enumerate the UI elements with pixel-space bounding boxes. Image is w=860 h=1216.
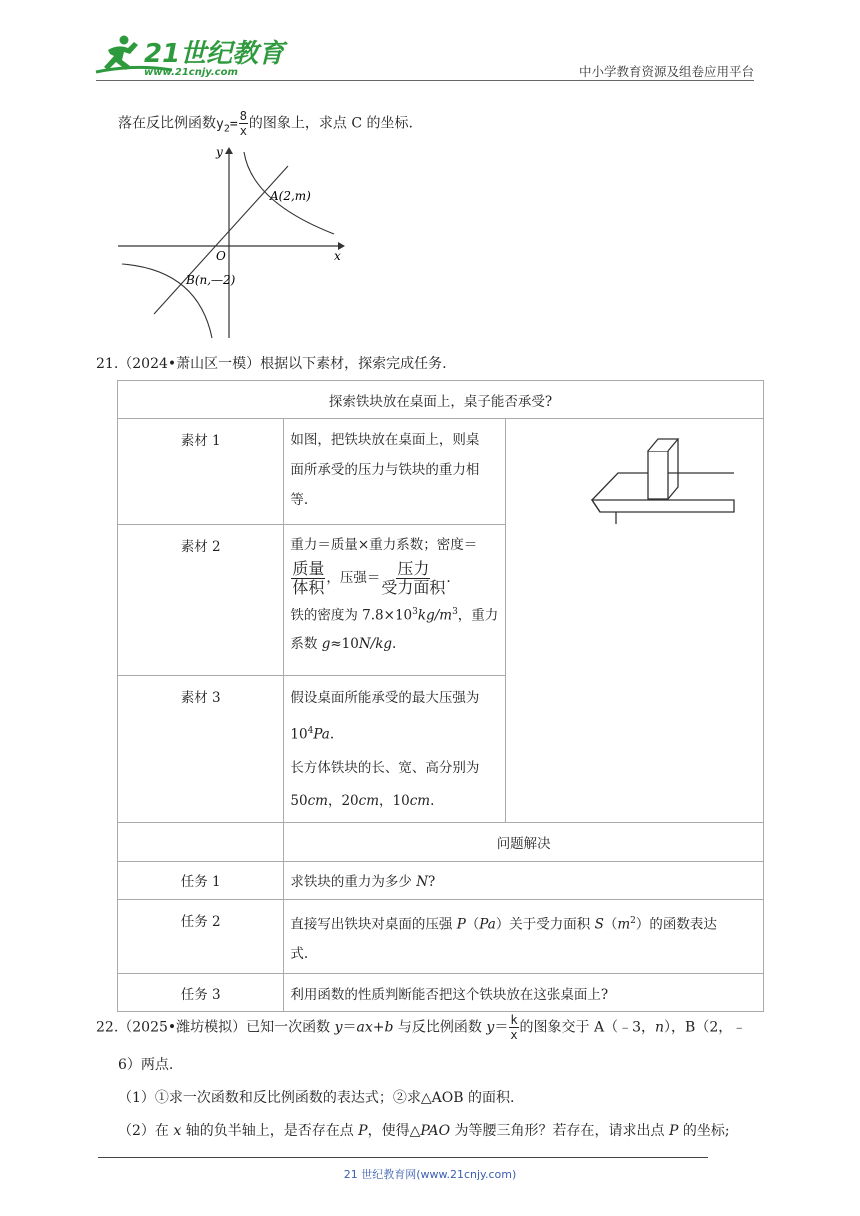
t2c: ）关于受力面积 xyxy=(495,916,595,932)
q22-line-1 xyxy=(96,1014,746,1041)
point-b-label: B(n,—2) xyxy=(186,273,236,287)
m2-l3-unit: kg/m xyxy=(417,607,453,624)
q22-frac-num: k xyxy=(510,1013,518,1027)
func-lhs xyxy=(216,116,238,135)
task2-line-2: 式. xyxy=(290,946,309,962)
iron-block-front xyxy=(648,451,668,499)
m2-l4-end: . xyxy=(392,635,397,652)
task-1-content xyxy=(284,861,764,899)
q22-ax: ax xyxy=(356,1019,373,1036)
q22-line-2: 6）两点. xyxy=(118,1057,174,1073)
m2-l3b: ，重力 xyxy=(457,607,499,624)
m3-l4-u2: cm xyxy=(358,792,380,809)
point-a-label: A(2,m) xyxy=(270,189,311,203)
density-den: 体积 xyxy=(292,578,325,597)
p2c: ，使得△ xyxy=(367,1123,421,1139)
platform-name: 中小学教育资源及组卷应用平台 xyxy=(578,64,754,79)
m2-line-1: 重力＝质量×重力系数；密度＝ xyxy=(290,537,478,553)
density-fraction xyxy=(291,561,325,596)
material-1-label: 素材 1 xyxy=(118,419,284,525)
p2p: P xyxy=(358,1123,368,1139)
m2-end: . xyxy=(446,570,451,586)
task-2-content xyxy=(284,899,764,974)
q21-intro: 21.（2024•萧山区一模）根据以下素材，探索完成任务. xyxy=(96,356,447,372)
p2a: （2）在 xyxy=(118,1123,174,1139)
q22-part-1: （1）①求一次函数和反比例函数的表达式；②求△AOB 的面积. xyxy=(118,1090,515,1106)
t2msup: 2 xyxy=(630,915,636,926)
m2-l3-sup: 3 xyxy=(412,607,418,617)
footer-divider xyxy=(98,1157,708,1158)
q22-l1b: ＝ xyxy=(342,1019,357,1036)
task1-n: N xyxy=(416,874,428,890)
q22-n: n xyxy=(655,1019,665,1036)
table-row xyxy=(118,861,764,899)
empty-cell xyxy=(118,822,284,861)
table-top xyxy=(592,500,734,512)
task1-a: 求铁块的重力为多少 xyxy=(290,874,417,890)
runner-logo-icon xyxy=(94,34,285,80)
solve-header: 问题解决 xyxy=(284,822,764,861)
table-row xyxy=(118,822,764,861)
iron-block-on-table-figure xyxy=(506,419,762,539)
material-3-content xyxy=(284,676,506,823)
m3-line-2 xyxy=(290,715,499,752)
material-1-content xyxy=(284,419,506,525)
y-axis-label: y xyxy=(216,145,223,159)
t2s: S xyxy=(594,916,604,932)
m2-line-2 xyxy=(290,559,499,598)
t2d: （ xyxy=(603,916,618,932)
task2-line-1 xyxy=(290,906,757,940)
table-row xyxy=(118,974,764,1012)
linear-function-line xyxy=(154,166,288,314)
t2p: P xyxy=(456,916,466,932)
table-row xyxy=(118,381,764,419)
table-corner xyxy=(592,500,600,512)
m1-line: 等. xyxy=(290,492,309,508)
q22-l1a: 22.（2025•潍坊模拟）已知一次函数 xyxy=(96,1019,335,1036)
pressure-num: 压力 xyxy=(397,559,430,578)
y-axis-arrow xyxy=(225,147,233,154)
logo-main-text: 21世纪教育 xyxy=(144,39,285,69)
density-num: 质量 xyxy=(292,559,325,578)
frac-num: 8 xyxy=(239,109,247,123)
m2-l4b: ≈10 xyxy=(330,635,359,652)
p2d: 为等腰三角形？若存在，请求出点 xyxy=(450,1123,670,1139)
q22-b: b xyxy=(384,1019,394,1036)
m3-line-1: 假设桌面所能承受的最大压强为 xyxy=(290,690,480,706)
m3-line-4 xyxy=(290,785,499,818)
p2x: x xyxy=(173,1123,182,1139)
t2e: ）的函数表达 xyxy=(635,916,717,932)
m2-l4-unit: N/kg xyxy=(358,635,393,652)
q22-y: y xyxy=(334,1019,343,1036)
t2b: （ xyxy=(465,916,480,932)
fraction-8-over-x xyxy=(239,110,248,137)
m2-l3-unit-sup: 3 xyxy=(452,607,458,617)
site-logo xyxy=(94,34,285,80)
q22-l1f: 的图象交于 A（﹣3， xyxy=(519,1019,656,1036)
iron-block-top xyxy=(648,439,678,451)
q22-part-2 xyxy=(118,1121,730,1141)
task-3-label: 任务 3 xyxy=(118,974,284,1012)
m3-l4a: 50 xyxy=(290,792,308,809)
m3-l4c: ，10 xyxy=(379,792,410,809)
table-title: 探索铁块放在桌面上，桌子能否承受? xyxy=(118,381,764,419)
m3-l2-unit: Pa xyxy=(313,726,330,743)
logo-url-text: www.21cnjy.com xyxy=(144,67,238,78)
table-row xyxy=(118,419,764,525)
task1-end: ? xyxy=(428,874,436,890)
m1-line: 面所承受的压力与铁块的重力相 xyxy=(290,462,480,478)
m3-l4-u1: cm xyxy=(307,792,328,809)
material-2-content xyxy=(284,525,506,676)
materials-table xyxy=(117,380,764,1012)
origin-label: O xyxy=(216,249,226,263)
q22-l1c: + xyxy=(372,1019,385,1036)
frac-den: x xyxy=(239,124,247,138)
func-sub: 2 xyxy=(223,123,230,135)
m2-mid-text: ，压强＝ xyxy=(326,570,381,586)
m2-l4a: 系数 xyxy=(290,635,322,652)
func-y: y xyxy=(216,116,224,132)
m3-l4b: ，20 xyxy=(327,792,359,809)
t2a: 直接写出铁块对桌面的压强 xyxy=(290,916,457,932)
task-3-content: 利用函数的性质判断能否把这个铁块放在这张桌面上? xyxy=(284,974,764,1012)
t2pa: Pa xyxy=(479,916,496,932)
m3-l4-end: . xyxy=(430,792,435,809)
footer-text[interactable]: 21 世纪教育网(www.21cnjy.com) xyxy=(343,1168,517,1181)
prev-text-before: 落在反比例函数 xyxy=(118,115,216,132)
m2-line-3 xyxy=(290,598,499,630)
header-divider xyxy=(96,80,754,81)
m3-l4-u3: cm xyxy=(409,792,431,809)
m3-l2-sup: 4 xyxy=(307,726,314,736)
m3-l2a: 10 xyxy=(290,726,308,743)
t2m: m xyxy=(617,916,631,932)
x-axis-label: x xyxy=(334,249,341,263)
p2e: 的坐标; xyxy=(678,1123,730,1139)
q22-l1e: ＝ xyxy=(494,1019,509,1036)
prev-question-text xyxy=(118,110,413,139)
fraction-k-over-x xyxy=(509,1014,518,1041)
table-row xyxy=(118,899,764,974)
pressure-fraction xyxy=(381,561,445,596)
pressure-den: 受力面积 xyxy=(381,578,446,597)
function-graph xyxy=(112,142,352,342)
m1-line: 如图，把铁块放在桌面上，则桌 xyxy=(290,432,480,448)
m2-l3a: 铁的密度为 7.8×10 xyxy=(290,607,413,624)
p2pao: PAO xyxy=(420,1123,451,1139)
m2-l4-g: g xyxy=(321,635,331,652)
material-3-label: 素材 3 xyxy=(118,676,284,823)
q22-y2: y xyxy=(486,1019,495,1036)
p2b: 轴的负半轴上，是否存在点 xyxy=(181,1123,359,1139)
iron-block-figure-cell xyxy=(505,419,763,823)
q22-l1g: ），B（2，﹣ xyxy=(664,1019,747,1036)
m3-l2-end: . xyxy=(329,726,335,743)
task-2-label: 任务 2 xyxy=(118,899,284,974)
q22-frac-den: x xyxy=(510,1028,518,1042)
q22-l1d: 与反比例函数 xyxy=(393,1019,487,1036)
m2-line-4 xyxy=(290,630,499,658)
prev-text-after: 的图象上，求点 C 的坐标. xyxy=(248,115,413,132)
task-1-label: 任务 1 xyxy=(118,861,284,899)
p2p2: P xyxy=(669,1123,679,1139)
m3-line-3: 长方体铁块的长、宽、高分别为 xyxy=(290,759,480,776)
func-eq: = xyxy=(229,116,238,132)
material-2-label: 素材 2 xyxy=(118,525,284,676)
